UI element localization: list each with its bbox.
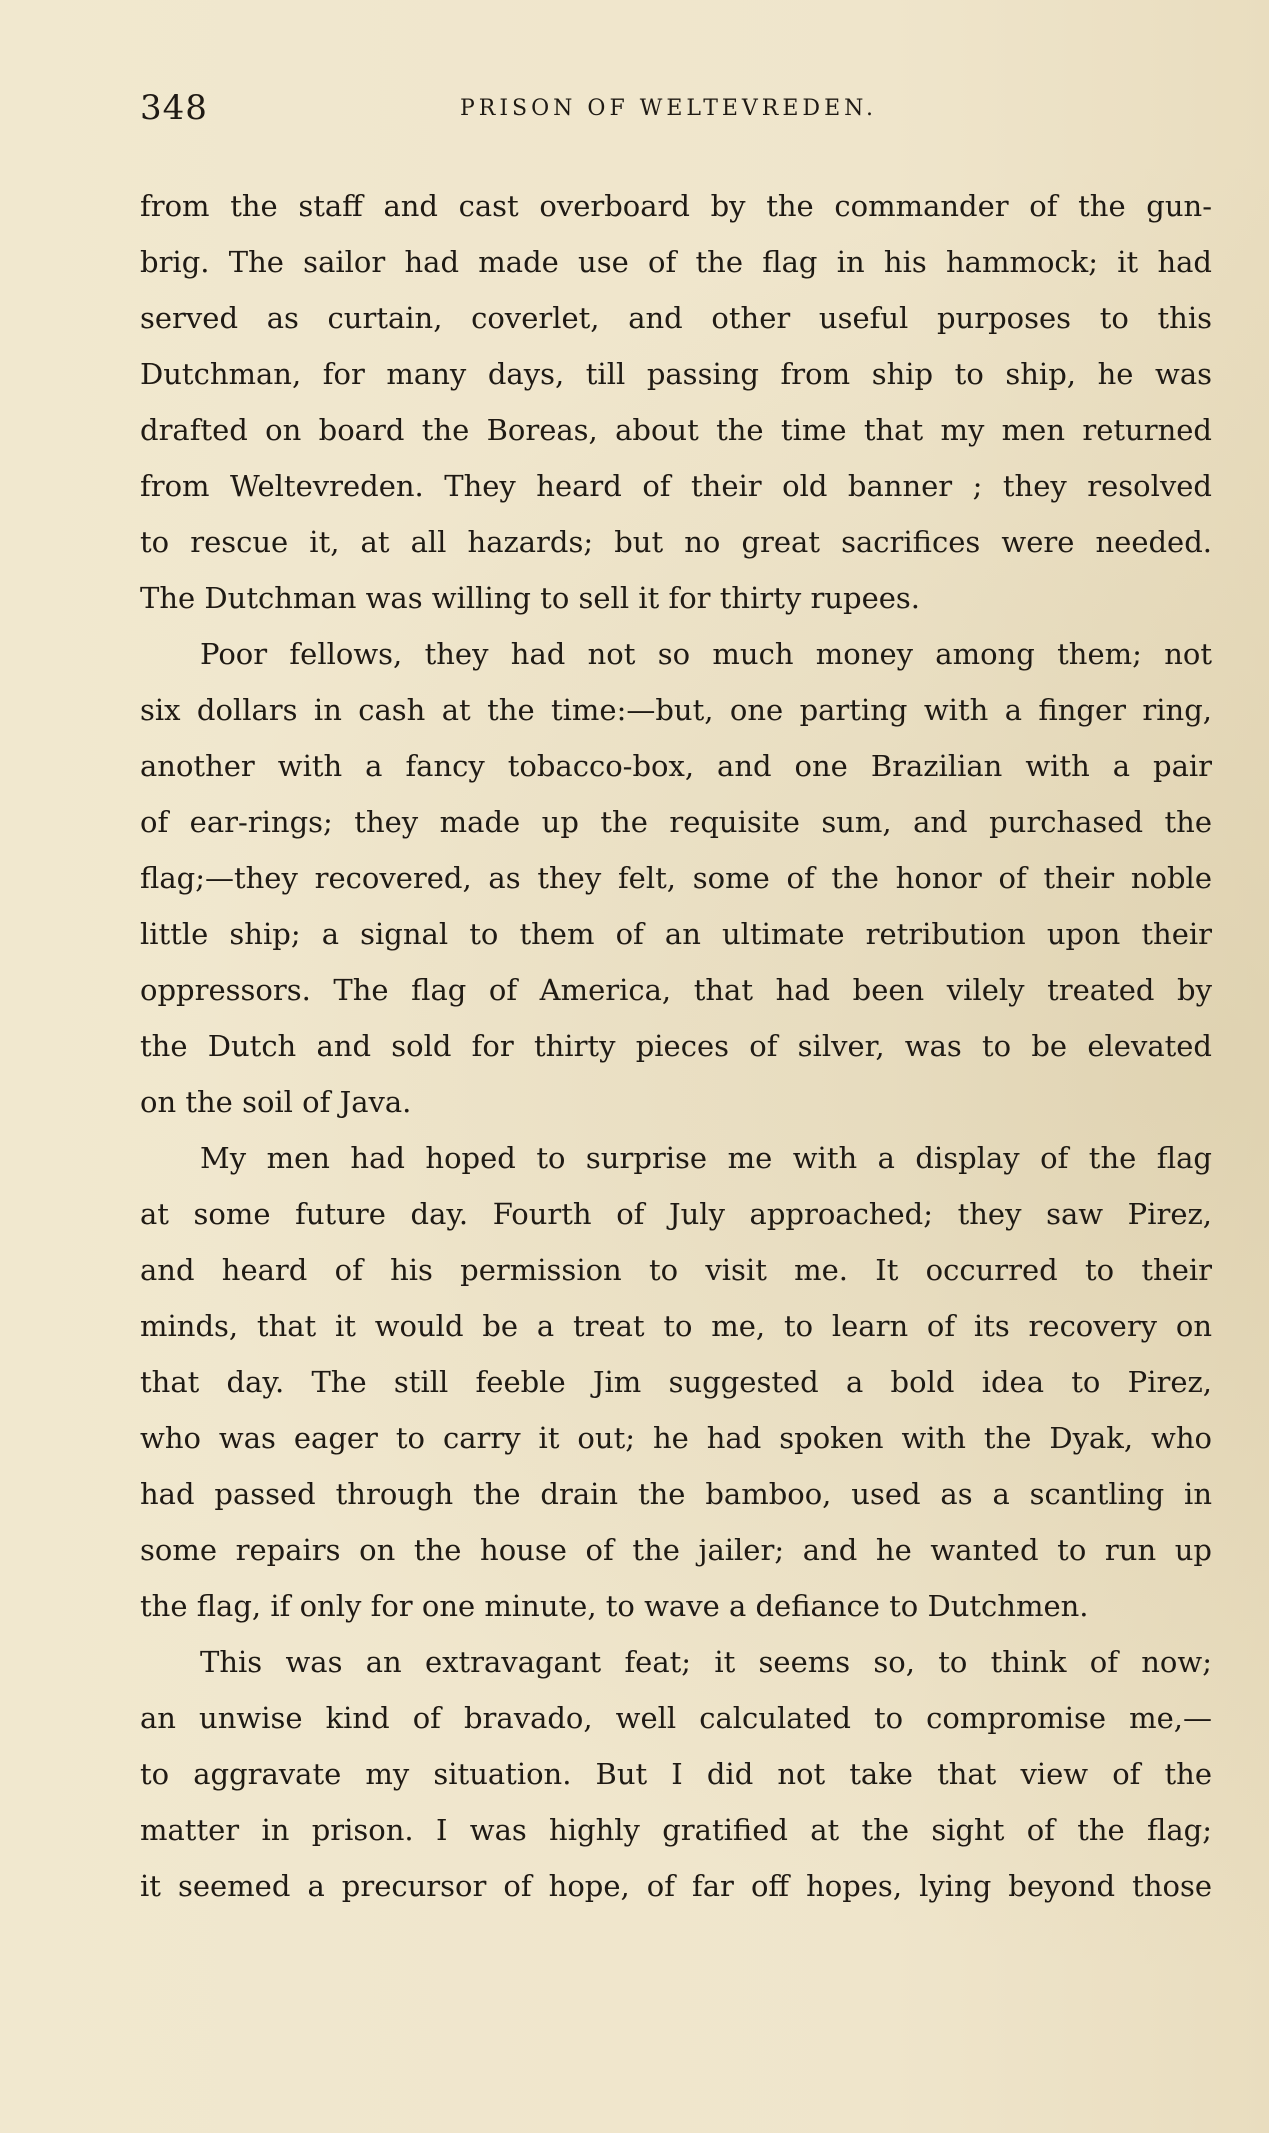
text-line: served as curtain, coverlet, and other useful purposes to this: [140, 301, 1212, 335]
text-line: little ship; a signal to them of an ultimate retribution upon their: [140, 917, 1212, 951]
text-line: who was eager to carry it out; he had spoken with the Dyak, who: [140, 1421, 1212, 1455]
running-head: PRISON OF WELTEVREDEN.: [460, 96, 877, 121]
text-line: an unwise kind of bravado, well calculated to compromise me,—: [140, 1701, 1212, 1735]
page-number: 348: [140, 88, 208, 128]
text-line: My men had hoped to surprise me with a display of the flag: [200, 1141, 1212, 1175]
text-line: oppressors. The flag of America, that had been vilely treated by: [140, 973, 1212, 1007]
text-line: Dutchman, for many days, till passing from ship to ship, he was: [140, 357, 1212, 391]
text-line: some repairs on the house of the jailer; and he wanted to run up: [140, 1533, 1212, 1567]
text-line: flag;—they recovered, as they felt, some of the honor of their noble: [140, 861, 1212, 895]
text-line: had passed through the drain the bamboo, used as a scantling in: [140, 1477, 1212, 1511]
text-line: of ear-rings; they made up the requisite sum, and purchased the: [140, 805, 1212, 839]
body-text: [140, 178, 1212, 1914]
text-line: to rescue it, at all hazards; but no great sacrifices were needed.: [140, 525, 1212, 559]
text-line: it seemed a precursor of hope, of far off hopes, lying beyond those: [140, 1869, 1212, 1903]
text-line: the Dutch and sold for thirty pieces of silver, was to be elevated: [140, 1029, 1212, 1063]
text-line: Poor fellows, they had not so much money among them; not: [200, 637, 1212, 671]
text-line: from the staff and cast overboard by the commander of the gun-: [140, 189, 1212, 223]
text-line: at some future day. Fourth of July approached; they saw Pirez,: [140, 1197, 1212, 1231]
text-line: matter in prison. I was highly gratified at the sight of the flag;: [140, 1813, 1212, 1847]
text-line: that day. The still feeble Jim suggested a bold idea to Pirez,: [140, 1365, 1212, 1399]
text-line: six dollars in cash at the time:—but, one parting with a finger ring,: [140, 693, 1212, 727]
text-line: another with a fancy tobacco-box, and one Brazilian with a pair: [140, 749, 1212, 783]
text-line: This was an extravagant feat; it seems so, to think of now;: [200, 1645, 1212, 1679]
text-line: the flag, if only for one minute, to wave a defiance to Dutchmen.: [140, 1589, 1089, 1623]
text-line: brig. The sailor had made use of the flag in his hammock; it had: [140, 245, 1212, 279]
text-line: drafted on board the Boreas, about the time that my men returned: [140, 413, 1212, 447]
text-line: and heard of his permission to visit me. It occurred to their: [140, 1253, 1212, 1287]
text-line: to aggravate my situation. But I did not take that view of the: [140, 1757, 1212, 1791]
text-line: minds, that it would be a treat to me, to learn of its recovery on: [140, 1309, 1212, 1343]
text-line: from Weltevreden. They heard of their old banner ; they resolved: [140, 469, 1212, 503]
text-line: The Dutchman was willing to sell it for thirty rupees.: [140, 581, 920, 615]
text-line: on the soil of Java.: [140, 1085, 412, 1119]
